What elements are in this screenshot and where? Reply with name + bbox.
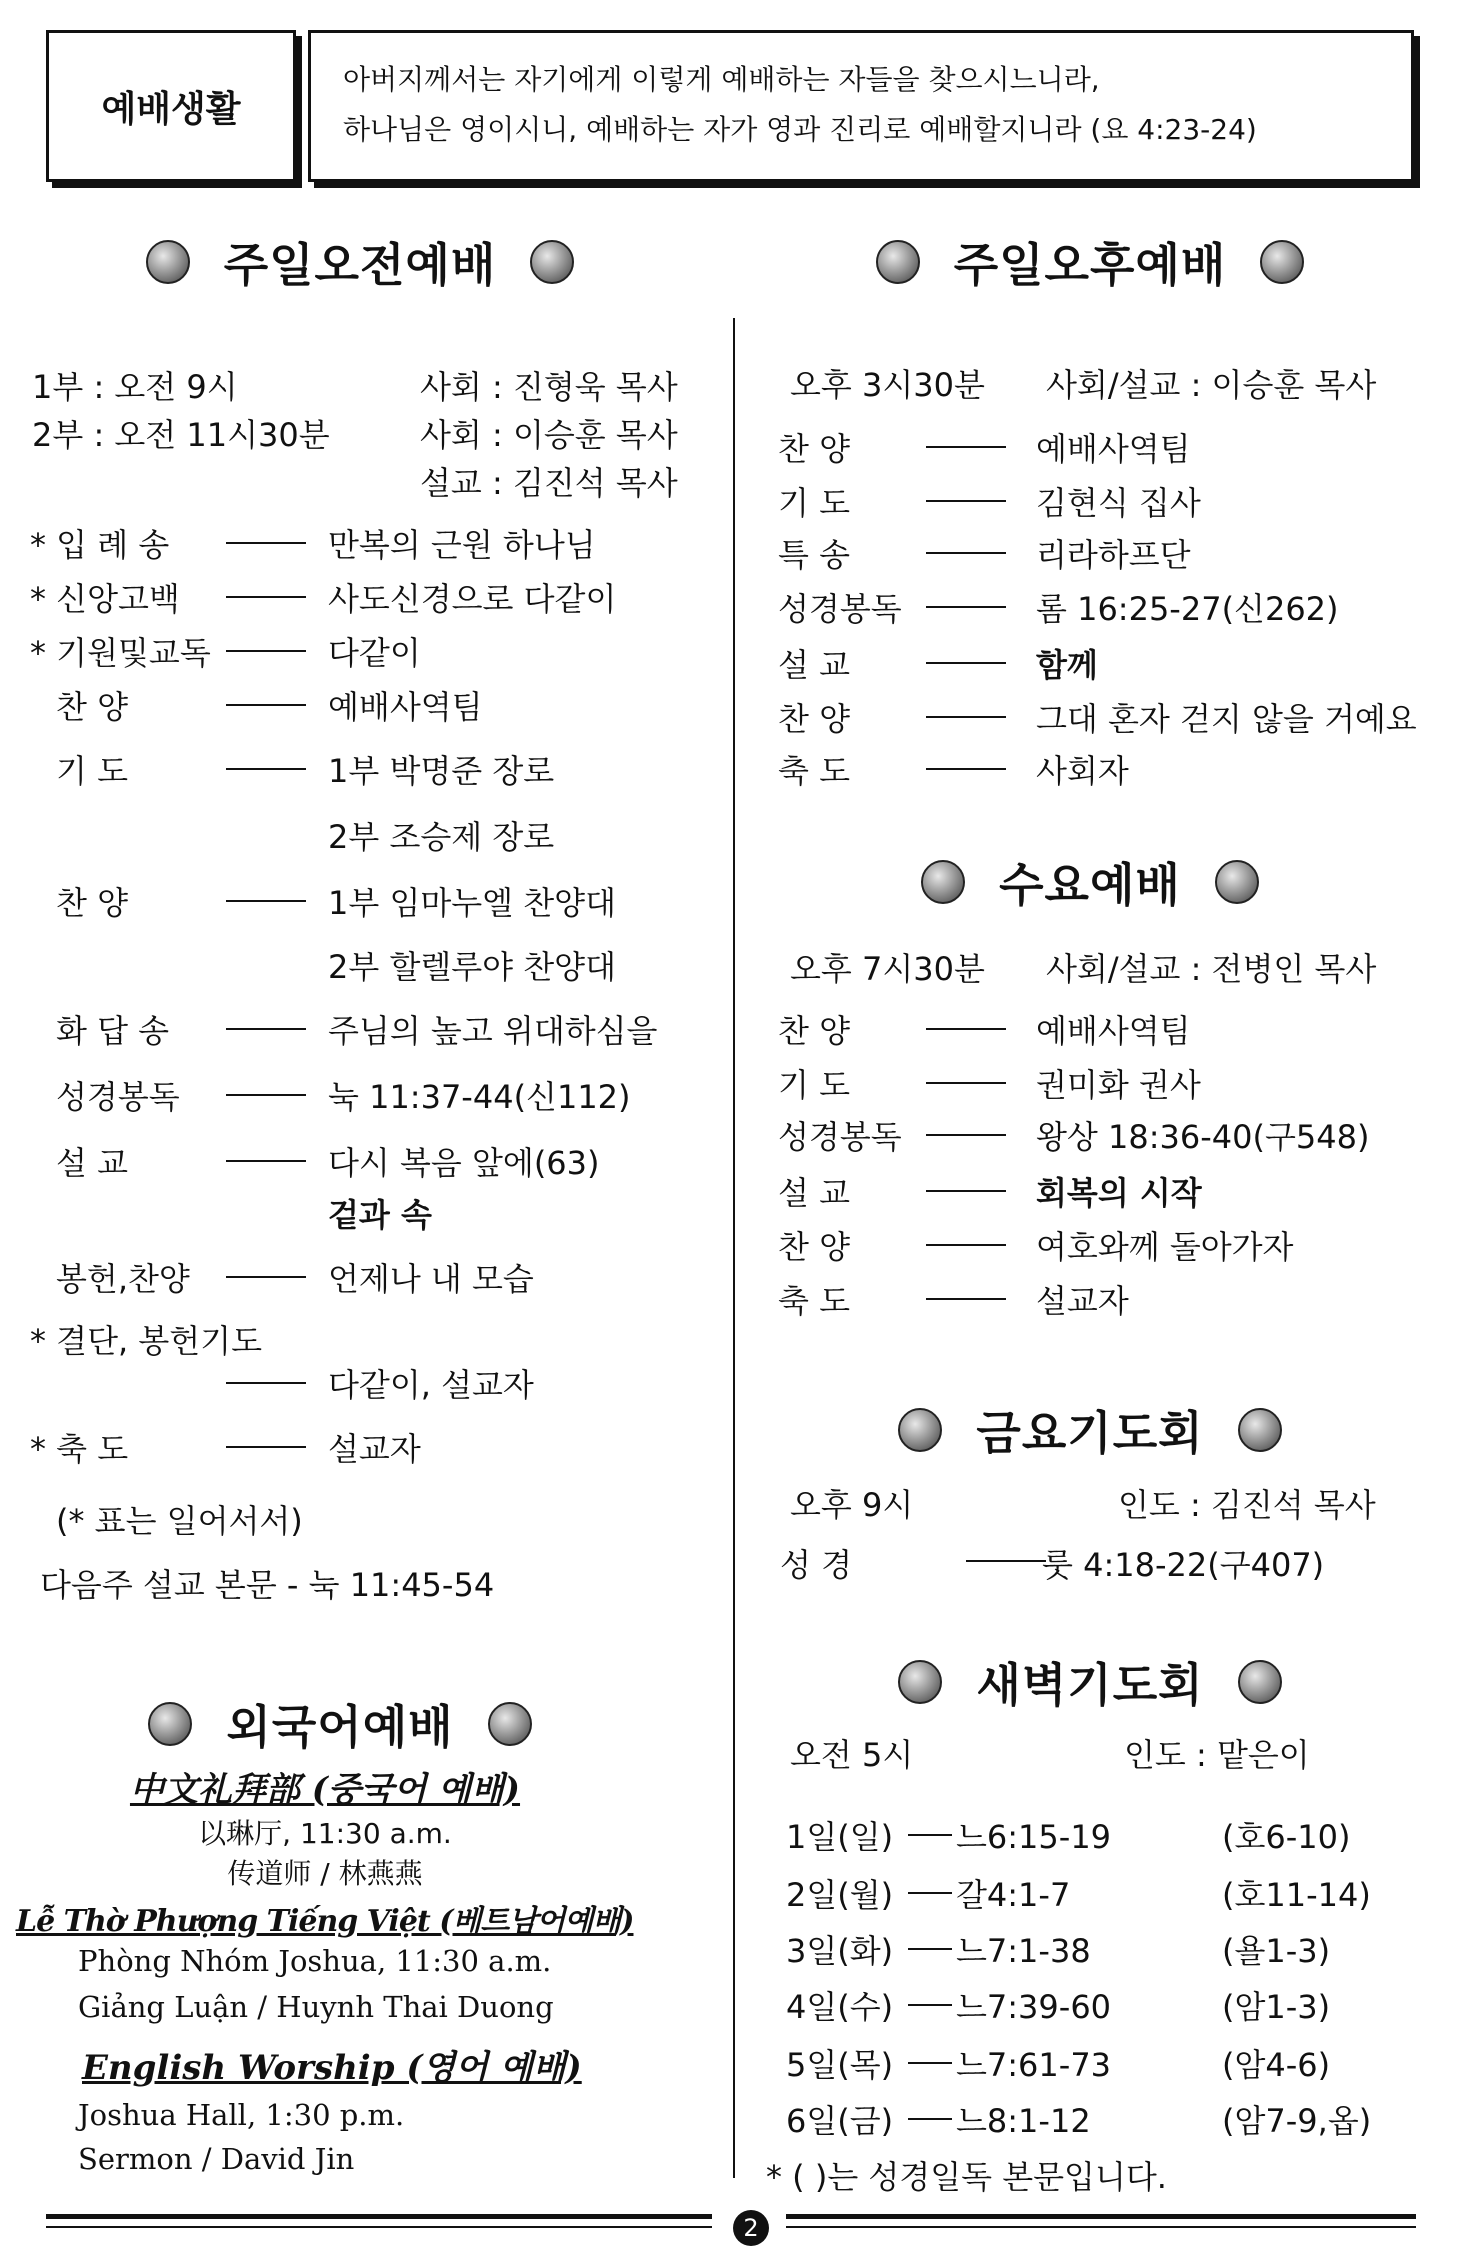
order-label: 봉헌,찬양	[56, 1260, 190, 1298]
dawn-note: * ( )는 성경일독 본문입니다.	[766, 2158, 1167, 2196]
separator-line	[926, 716, 1006, 718]
afternoon-time: 오후 3시30분	[790, 366, 985, 404]
reading-extra: (암7-9,옵)	[1222, 2102, 1372, 2140]
reading-day: 3일(화)	[786, 1932, 894, 1970]
order-value: 회복의 시작	[1036, 1174, 1202, 1212]
friday-prayer-heading	[790, 1400, 1390, 1460]
section-title: 주일오전예배	[223, 238, 497, 292]
footer-rule-right	[786, 2214, 1416, 2219]
dawn-prayer-heading	[790, 1652, 1390, 1712]
part2-time: 2부 : 오전 11시30분	[32, 416, 330, 454]
order-value: 김현식 집사	[1036, 484, 1201, 522]
bullet-circle-icon	[488, 1702, 532, 1746]
standing-note: (* 표는 일어서서)	[56, 1502, 303, 1540]
order-label: 성경봉독	[778, 590, 902, 628]
dawn-leader: 인도 : 맡은이	[1124, 1736, 1310, 1774]
order-value: 예배사역팀	[328, 688, 483, 726]
order-value: 왕상 18:36-40(구548)	[1036, 1118, 1370, 1156]
wednesday-time: 오후 7시30분	[790, 950, 985, 988]
reading-passage: 느7:61-73	[956, 2046, 1112, 2084]
foreign-service-heading	[60, 1694, 620, 1754]
separator-line	[926, 768, 1006, 770]
order-label: 기 도	[778, 484, 850, 522]
separator-line	[926, 446, 1006, 448]
section-title: 금요기도회	[976, 1406, 1204, 1460]
leader-2: 사회 : 이승훈 목사	[420, 416, 678, 454]
bullet-circle-icon	[530, 240, 574, 284]
header-title: 예배생활	[101, 89, 241, 130]
order-value: 다시 복음 앞에(63)	[328, 1144, 600, 1182]
order-label: 성경봉독	[778, 1118, 902, 1156]
english-line-1: Joshua Hall, 1:30 p.m.	[78, 2098, 405, 2132]
section-title: 새벽기도회	[976, 1658, 1204, 1712]
order-label: * 신앙고백	[30, 580, 180, 618]
order-label: * 축 도	[30, 1430, 129, 1468]
separator-line	[908, 1834, 952, 1836]
bullet-circle-icon	[876, 240, 920, 284]
reading-extra: (암4-6)	[1222, 2046, 1331, 2084]
order-label: * 입 례 송	[30, 526, 170, 564]
order-label: 화 답 송	[56, 1012, 170, 1050]
separator-line	[226, 542, 306, 544]
order-value: 설교자	[328, 1430, 421, 1468]
order-label: * 결단, 봉헌기도	[30, 1322, 262, 1360]
separator-line	[926, 552, 1006, 554]
separator-line	[926, 662, 1006, 664]
friday-scripture-label: 성 경	[780, 1546, 852, 1584]
section-title: 주일오후예배	[953, 238, 1227, 292]
chinese-line-1: 以琳厅, 11:30 a.m.	[198, 1817, 452, 1850]
order-label: * 기원및교독	[30, 634, 211, 672]
friday-leader: 인도 : 김진석 목사	[1118, 1486, 1376, 1524]
separator-line	[226, 1276, 306, 1278]
header-verse-box	[308, 30, 1414, 182]
bullet-circle-icon	[898, 1660, 942, 1704]
separator-line	[226, 1446, 306, 1448]
english-line-2: Sermon / David Jin	[78, 2142, 355, 2176]
separator-line	[226, 704, 306, 706]
separator-line	[226, 596, 306, 598]
preacher: 설교 : 김진석 목사	[420, 464, 678, 502]
footer-rule-left-thin	[46, 2226, 712, 2228]
order-label: 기 도	[56, 752, 128, 790]
wednesday-leader: 사회/설교 : 전병인 목사	[1046, 950, 1377, 988]
separator-line	[966, 1560, 1046, 1562]
bullet-circle-icon	[148, 1702, 192, 1746]
bullet-circle-icon	[1238, 1660, 1282, 1704]
bullet-circle-icon	[898, 1408, 942, 1452]
order-value: 예배사역팀	[1036, 430, 1191, 468]
order-label: 특 송	[778, 536, 850, 574]
section-title: 외국어예배	[226, 1700, 454, 1754]
reading-extra: (욜1-3)	[1222, 1932, 1331, 1970]
separator-line	[926, 1028, 1006, 1030]
bullet-circle-icon	[1260, 240, 1304, 284]
order-value: 권미화 권사	[1036, 1066, 1201, 1104]
reading-passage: 느6:15-19	[956, 1818, 1112, 1856]
order-value: 여호와께 돌아가자	[1036, 1228, 1294, 1266]
reading-extra: (호6-10)	[1222, 1818, 1351, 1856]
order-label: 설 교	[56, 1144, 128, 1182]
reading-passage: 갈4:1-7	[956, 1876, 1071, 1914]
leader-1: 사회 : 진형욱 목사	[420, 368, 678, 406]
order-value: 주님의 높고 위대하심을	[328, 1012, 658, 1050]
order-value: 2부 할렐루야 찬양대	[328, 948, 616, 986]
friday-time: 오후 9시	[790, 1486, 914, 1524]
separator-line	[226, 1160, 306, 1162]
order-value: 만복의 근원 하나님	[328, 526, 596, 564]
header-title-box	[46, 30, 296, 182]
next-week-text: 다음주 설교 본문 - 눅 11:45-54	[40, 1566, 495, 1604]
order-label: 설 교	[778, 646, 850, 684]
order-value: 다같이	[328, 634, 421, 672]
separator-line	[926, 1298, 1006, 1300]
order-label: 찬 양	[778, 430, 850, 468]
separator-line	[908, 2118, 952, 2120]
vietnamese-line-1: Phòng Nhóm Joshua, 11:30 a.m.	[78, 1944, 552, 1978]
order-label: 찬 양	[778, 1012, 850, 1050]
separator-line	[926, 500, 1006, 502]
chinese-title: 中文礼拜部 (중국어 예배)	[129, 1770, 521, 1810]
separator-line	[926, 1244, 1006, 1246]
separator-line	[926, 1190, 1006, 1192]
order-value: 1부 임마누엘 찬양대	[328, 884, 616, 922]
vietnamese-line-2: Giảng Luận / Huynh Thai Duong	[78, 1990, 554, 2024]
order-label: 축 도	[778, 752, 850, 790]
reading-passage: 느7:1-38	[956, 1932, 1091, 1970]
verse-line-1: 아버지께서는 자기에게 이렇게 예배하는 자들을 찾으시느니라,	[343, 63, 1100, 96]
separator-line	[908, 1948, 952, 1950]
order-value: 예배사역팀	[1036, 1012, 1191, 1050]
bullet-circle-icon	[1215, 860, 1259, 904]
order-value: 2부 조승제 장로	[328, 818, 555, 856]
separator-line	[226, 1094, 306, 1096]
verse-line-2: 하나님은 영이시니, 예배하는 자가 영과 진리로 예배할지니라 (요 4:23-24)	[343, 113, 1257, 146]
friday-scripture: 룻 4:18-22(구407)	[1042, 1546, 1325, 1584]
column-divider	[733, 318, 735, 2178]
order-value: 눅 11:37-44(신112)	[328, 1078, 631, 1116]
separator-line	[908, 2062, 952, 2064]
footer-rule-left	[46, 2214, 712, 2219]
bullet-circle-icon	[1238, 1408, 1282, 1452]
reading-day: 2일(월)	[786, 1876, 894, 1914]
separator-line	[926, 1134, 1006, 1136]
order-value: 리라하프단	[1036, 536, 1191, 574]
separator-line	[908, 2004, 952, 2006]
dawn-time: 오전 5시	[790, 1736, 914, 1774]
order-value: 1부 박명준 장로	[328, 752, 555, 790]
reading-extra: (암1-3)	[1222, 1988, 1331, 2026]
order-label: 찬 양	[56, 688, 128, 726]
morning-service-heading	[60, 232, 660, 292]
reading-day: 4일(수)	[786, 1988, 894, 2026]
order-value: 다같이, 설교자	[328, 1366, 534, 1404]
chinese-line-2: 传道师 / 林燕燕	[227, 1857, 423, 1890]
order-label: 찬 양	[778, 700, 850, 738]
section-title: 수요예배	[999, 858, 1181, 912]
separator-line	[926, 606, 1006, 608]
english-title: English Worship (영어 예배)	[82, 2048, 582, 2088]
order-label: 성경봉독	[56, 1078, 180, 1116]
separator-line	[226, 1382, 306, 1384]
order-value: 사회자	[1036, 752, 1129, 790]
reading-passage: 느8:1-12	[956, 2102, 1091, 2140]
vietnamese-title: Lễ Thờ Phượng Tiếng Việt (베트남어예배)	[16, 1904, 634, 1939]
afternoon-service-heading	[790, 232, 1390, 292]
order-value: 사도신경으로 다같이	[328, 580, 617, 618]
reading-day: 1일(일)	[786, 1818, 894, 1856]
order-value: 언제나 내 모습	[328, 1260, 534, 1298]
separator-line	[226, 650, 306, 652]
bullet-circle-icon	[146, 240, 190, 284]
bullet-circle-icon	[921, 860, 965, 904]
order-label: 찬 양	[56, 884, 128, 922]
separator-line	[226, 900, 306, 902]
page-number: 2	[733, 2210, 769, 2246]
footer-rule-right-thin	[786, 2226, 1416, 2228]
order-label: 기 도	[778, 1066, 850, 1104]
afternoon-leader: 사회/설교 : 이승훈 목사	[1046, 366, 1377, 404]
separator-line	[926, 1082, 1006, 1084]
order-label: 설 교	[778, 1174, 850, 1212]
part1-time: 1부 : 오전 9시	[32, 368, 238, 406]
reading-extra: (호11-14)	[1222, 1876, 1371, 1914]
order-label: 찬 양	[778, 1228, 850, 1266]
reading-day: 6일(금)	[786, 2102, 894, 2140]
reading-day: 5일(목)	[786, 2046, 894, 2084]
order-label: 축 도	[778, 1282, 850, 1320]
separator-line	[908, 1892, 952, 1894]
separator-line	[226, 768, 306, 770]
separator-line	[226, 1028, 306, 1030]
order-value: 롬 16:25-27(신262)	[1036, 590, 1339, 628]
order-value: 그대 혼자 걷지 않을 거예요	[1036, 700, 1417, 738]
order-value: 겉과 속	[328, 1196, 432, 1234]
wednesday-service-heading	[790, 852, 1390, 912]
order-value: 설교자	[1036, 1282, 1129, 1320]
reading-passage: 느7:39-60	[956, 1988, 1112, 2026]
order-value: 함께	[1036, 646, 1098, 684]
